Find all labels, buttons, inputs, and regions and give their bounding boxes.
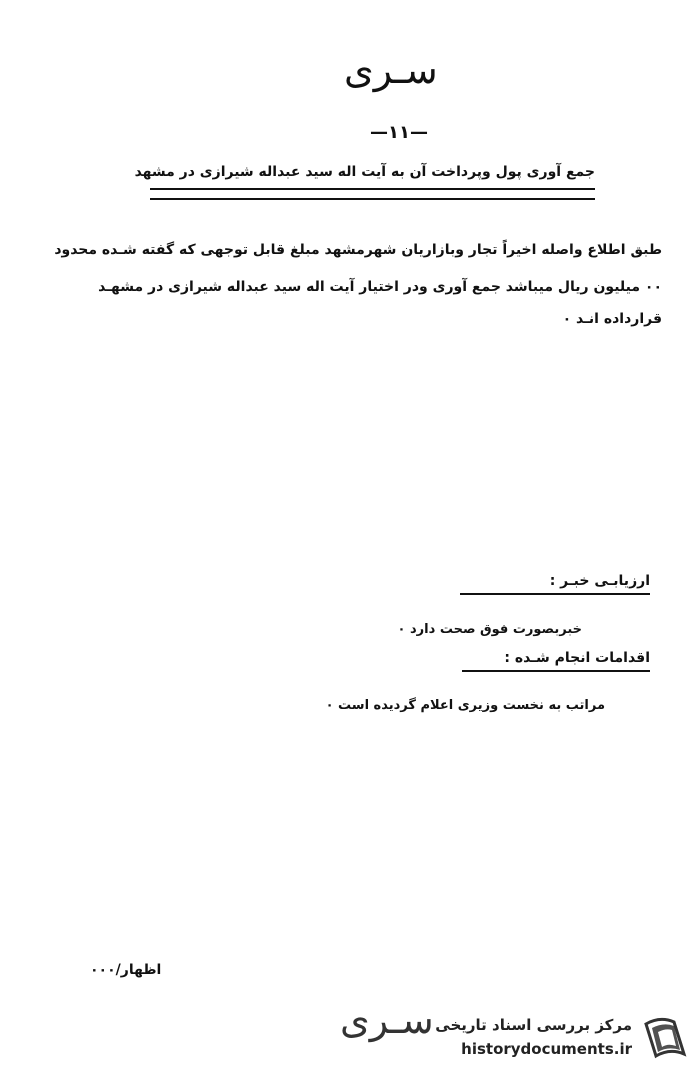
actions-text: مراتب به نخست وزیری اعلام گردیده است ۰ xyxy=(325,698,605,713)
body-line: طبق اطلاع واصله اخیراً تجار وبازاریان شهرمشهد مبلغ قابل توجهی که گفته شـده محدود xyxy=(54,242,662,258)
classification-mark-bottom: سـری xyxy=(340,998,434,1042)
book-pages-icon xyxy=(640,1014,690,1066)
subject-double-underline xyxy=(150,198,595,200)
evaluation-text: خبربصورت فوق صحت دارد ۰ xyxy=(397,622,582,637)
body-line: ۰۰ میلیون ریال میباشد جمع آوری ودر اختیار آیت اله سید عبداله شیرازی در مشهـد xyxy=(98,279,662,295)
body-line: قرارداده انـد ۰ xyxy=(562,311,662,327)
evaluation-heading: ارزیابـی خبـر : xyxy=(549,573,650,589)
evaluation-heading-underline xyxy=(460,593,650,595)
archive-watermark xyxy=(428,1014,690,1066)
actions-heading: اقدامات انجام شـده : xyxy=(504,650,650,666)
classification-mark-top: سـری xyxy=(344,48,438,92)
footer-reference: اظهار/۰۰۰ xyxy=(90,962,162,978)
subject-underline xyxy=(150,188,595,190)
actions-heading-underline xyxy=(462,670,650,672)
watermark-title: مرکز بررسی اسناد تاریخی xyxy=(435,1016,632,1034)
watermark-url: historydocuments.ir xyxy=(461,1040,632,1058)
document-subject: جمع آوری پول وپرداخت آن به آیت اله سید عبداله شیرازی در مشهد xyxy=(134,164,595,180)
document-number: —۱۱— xyxy=(370,122,428,143)
